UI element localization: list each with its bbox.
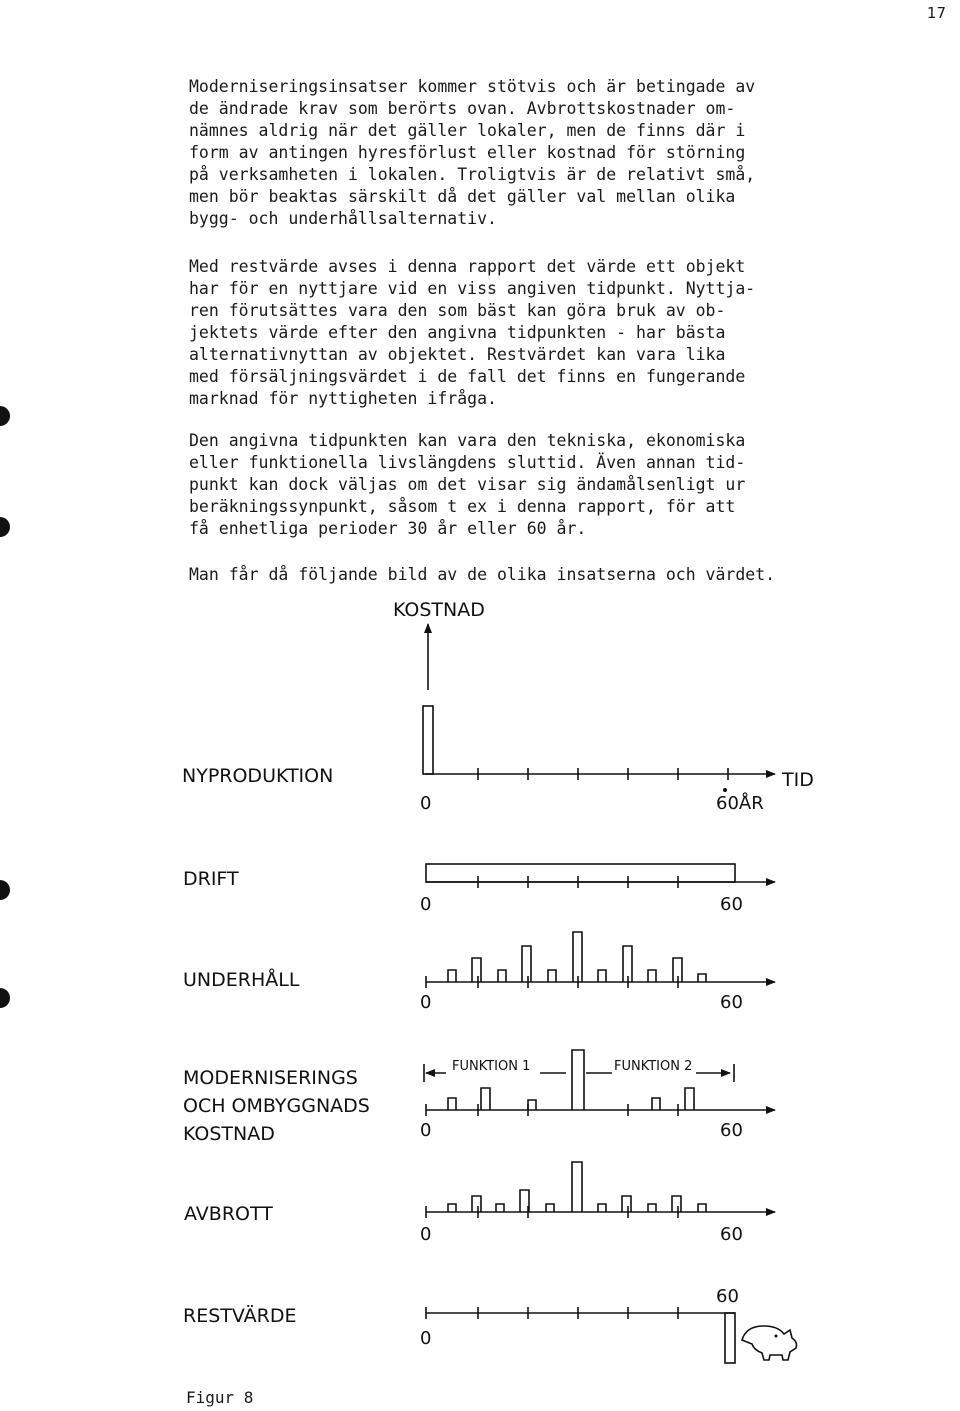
maintenance-bar	[598, 970, 606, 982]
avbrott-end: 60	[720, 1224, 743, 1245]
operation-bar	[426, 864, 735, 882]
row-label-restvarde: RESTVÄRDE	[183, 1305, 297, 1327]
modernisering-end: 60	[720, 1120, 743, 1141]
avbrott-start: 0	[420, 1224, 432, 1245]
maintenance-bar	[498, 970, 506, 982]
restvarde-start: 0	[420, 1328, 432, 1349]
paragraph-restvarde: Med restvärde avses i denna rapport det värde ett objekt har för en nyttjare vid en viss angiven tidpunkt. Nyttja- ren förutsättes vara den som bäst kan göra bruk av ob- jektets värde efter den angivna tidpunkten - har bästa alternativnyttan av objektet. Restvärdet kan vara lika med försäljningsvärdet i de fall det finns en fungerande marknad för nyttigheten ifråga.	[189, 257, 756, 408]
interruption-bar	[672, 1196, 681, 1212]
modernisering-start: 0	[420, 1120, 432, 1141]
modernization-bar	[685, 1088, 694, 1110]
row-label-drift: DRIFT	[183, 868, 239, 890]
piggy-bank-icon	[742, 1326, 797, 1360]
paragraph-figure-intro: Man får då följande bild av de olika insatserna och värdet.	[189, 565, 776, 584]
interruption-bar	[648, 1204, 656, 1212]
interruption-bar	[448, 1204, 456, 1212]
nyproduktion-end: 60ÅR	[716, 793, 764, 814]
maintenance-bar	[698, 974, 706, 982]
modernization-bar	[481, 1088, 490, 1110]
modernization-bar	[448, 1098, 456, 1110]
nyproduktion-start: 0	[420, 793, 432, 814]
drift-end: 60	[720, 894, 743, 915]
maintenance-bar	[522, 946, 531, 982]
interruption-bar	[496, 1204, 504, 1212]
figure-caption: Figur 8	[186, 1388, 254, 1407]
y-axis-label: KOSTNAD	[393, 599, 485, 621]
funktion-1-label: FUNKTION 1	[452, 1059, 531, 1074]
residual-value-bar	[725, 1313, 735, 1363]
interruption-bar	[598, 1204, 606, 1212]
row-label-modernisering-2: OCH OMBYGGNADS	[183, 1095, 370, 1117]
interruption-bar	[546, 1204, 554, 1212]
interruption-bar	[472, 1196, 481, 1212]
paragraph-tidpunkt: Den angivna tidpunkten kan vara den tekniska, ekonomiska eller funktionella livslängdens sluttid. Även annan tid- punkt kan dock väljas om det visar sig ändamålsenligt ur beräkningssynpunkt, såsom t ex i denna rapport, för att få enhetliga perioder 30 år eller 60 år.	[189, 431, 746, 538]
maintenance-bar	[472, 958, 481, 982]
row-label-avbrott: AVBROTT	[184, 1203, 273, 1225]
funktion-2-label: FUNKTION 2	[614, 1059, 693, 1074]
drift-start: 0	[420, 894, 432, 915]
paragraph-avbrottskostnader: Moderniseringsinsatser kommer stötvis och är betingade av de ändrade krav som berörts ovan. Avbrottskostnader om- nämnes aldrig när det gäller lokaler, men de finns där i form av antingen hyresförlust eller kostnad för störning på verksamheten i lokalen. Troligtvis är de relativt små, men bör beaktas särskilt då det gäller val mellan olika bygg- och underhållsalternativ.	[189, 77, 756, 228]
row-label-modernisering-1: MODERNISERINGS	[183, 1067, 358, 1089]
underhall-start: 0	[420, 992, 432, 1013]
modernization-bar	[652, 1098, 660, 1110]
time-axis-label: TID	[782, 769, 814, 791]
row-label-underhall: UNDERHÅLL	[183, 969, 300, 991]
maintenance-bar	[448, 970, 456, 982]
row-label-modernisering-3: KOSTNAD	[183, 1123, 275, 1145]
maintenance-bar	[573, 932, 582, 982]
maintenance-bar	[548, 970, 556, 982]
new-construction-bar	[423, 706, 433, 774]
row-label-nyproduktion: NYPRODUKTION	[182, 765, 334, 787]
interruption-bar	[572, 1162, 582, 1212]
page-number: 17	[926, 4, 946, 22]
restvarde-end: 60	[716, 1286, 739, 1307]
interruption-bar	[698, 1204, 706, 1212]
underhall-end: 60	[720, 992, 743, 1013]
modernization-bar	[528, 1100, 536, 1110]
interruption-bar	[622, 1196, 631, 1212]
modernization-bar	[572, 1050, 584, 1110]
maintenance-bar	[648, 970, 656, 982]
